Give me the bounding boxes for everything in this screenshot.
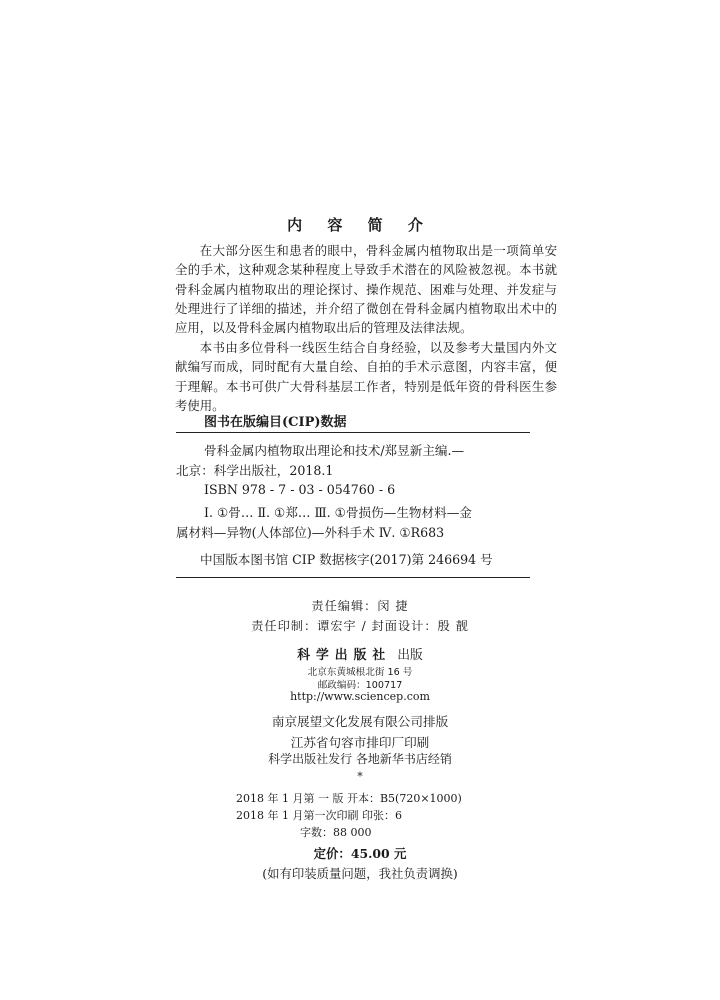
publisher-line (0, 644, 720, 663)
quality-note: (如有印装质量问题，我社负责调换) (262, 866, 458, 881)
edition-info: 2018 年 1 月第 一 版 开本：B5(720×1000) (236, 792, 462, 805)
publisher-postcode: 邮政编码：100717 (317, 680, 403, 691)
cip-isbn-line: ISBN 978 - 7 - 03 - 054760 - 6 (204, 482, 396, 497)
publisher-name: 科学出版社 (297, 648, 392, 663)
publisher-address: 北京东黄城根北街 16 号 (307, 667, 413, 678)
summary-heading: 内 容 简 介 (287, 216, 433, 234)
printer: 江苏省句容市排印厂印刷 (290, 735, 430, 750)
cip-title-line: 骨科金属内植物取出理论和技术/郑昱新主编.— (204, 443, 465, 458)
cip-heading: 图书在版编目(CIP)数据 (204, 415, 347, 430)
word-count: 字数：88 000 (300, 826, 372, 839)
cip-top-rule (176, 432, 530, 433)
cip-main-entry (176, 441, 530, 500)
summary-text-1: 在大部分医生和患者的眼中，骨科金属内植物取出是一项简单安全的手术，这种观念某种程度上导致手术潜在的风险被忽视。本书就骨科金属内植物取出的理论探讨、操作规范、困难与处理、并发症与处理进行了详细的描述，并介绍了微创在骨科金属内植物取出术中的应用，以及骨科金属内植物取出后的管理及法律法规。 (175, 243, 557, 336)
cip-number: 中国版本图书馆 CIP 数据核字(2017)第 246694 号 (200, 552, 493, 567)
printing-info: 2018 年 1 月第一次印刷 印张：6 (236, 809, 402, 822)
summary-paragraph-1 (175, 241, 557, 337)
cip-class-line-1: Ⅰ. ①骨… Ⅱ. ①郑… Ⅲ. ①骨损伤—生物材料—金 (204, 505, 472, 520)
cip-class-line-2: 属材料—异物(人体部位)—外科手术 Ⅳ. ①R683 (176, 524, 445, 540)
typesetter: 南京展望文化发展有限公司排版 (271, 714, 449, 729)
cip-classification (176, 503, 530, 542)
summary-paragraph-2 (175, 338, 557, 415)
separator-asterisk: * (357, 770, 363, 783)
publisher-suffix: 出版 (397, 648, 423, 663)
publisher-url: http://www.sciencep.com (290, 690, 430, 703)
cip-publisher-line: 北京：科学出版社，2018.1 (176, 462, 334, 478)
distribution: 科学出版社发行 各地新华书店经销 (268, 752, 452, 766)
summary-text-2: 本书由多位骨科一线医生结合自身经验，以及参考大量国内外文献编写而成，同时配有大量自绘、自拍的手术示意图，内容丰富，便于理解。本书可供广大骨科基层工作者，特别是低年资的骨科医生参考使用。 (175, 340, 557, 413)
cip-bottom-rule (176, 577, 530, 578)
print-and-cover-credits: 责任印制：谭宏宇 / 封面设计：殷 靓 (251, 619, 469, 633)
price: 定价：45.00 元 (313, 846, 407, 861)
responsible-editor: 责任编辑：闵 捷 (311, 599, 409, 613)
